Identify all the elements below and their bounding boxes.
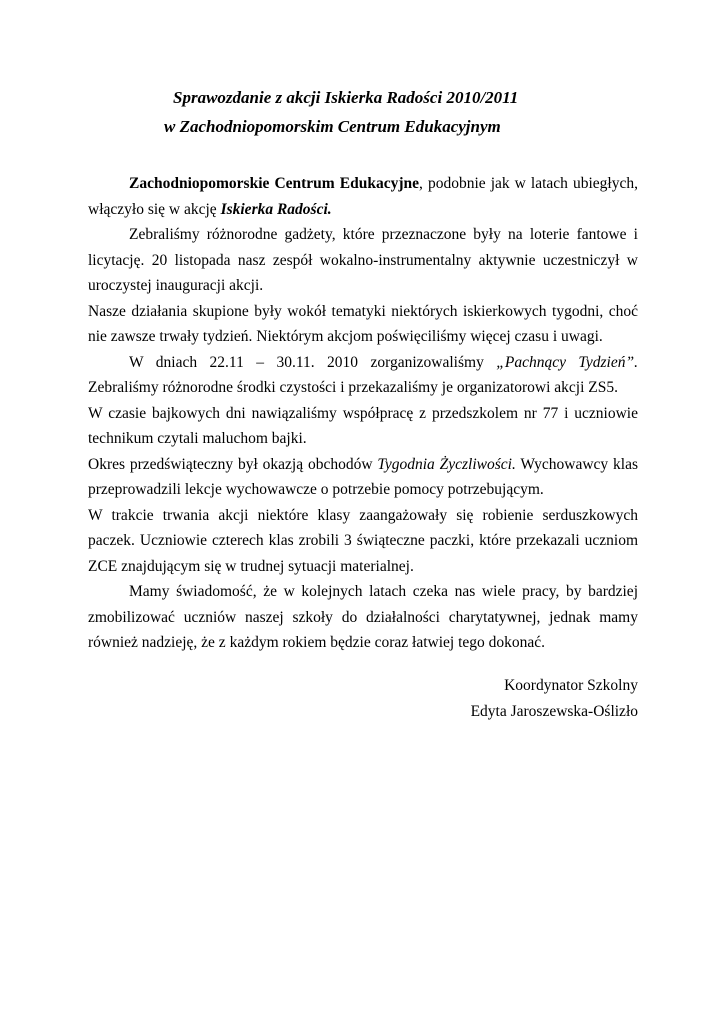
- paragraph-2: Zebraliśmy różnorodne gadżety, które przeznaczone były na loterie fantowe i licytację. 20 listopada nasz zespół wokalno-instrumentalny aktywnie uczestniczył w uroczystej inauguracji akcji.: [88, 226, 638, 294]
- campaign-name: Iskierka Radości.: [220, 200, 332, 218]
- paragraph-4: [88, 350, 638, 401]
- paragraph-7: W trakcie trwania akcji niektóre klasy zaangażowały się robienie serduszkowych paczek. Uczniowie czterech klas zrobili 3 świąteczne paczki, które przekazali uczniom ZCE znajdującym się w trudnej sytuacji materialnej.: [88, 506, 638, 575]
- paragraph-6-text-a: Okres przedświąteczny był okazją obchodów: [88, 455, 378, 473]
- paragraph-5: W czasie bajkowych dni nawiązaliśmy współpracę z przedszkolem nr 77 i uczniowie technikum czytali maluchom bajki.: [88, 404, 638, 447]
- signature-role: Koordynator Szkolny: [504, 677, 638, 694]
- paragraph-4-event-name: „Pachnący Tydzień”.: [496, 353, 638, 371]
- paragraph-6: [88, 452, 638, 503]
- organization-name: Zachodniopomorskie Centrum Edukacyjne: [129, 175, 420, 192]
- paragraph-3: Nasze działania skupione były wokół tematyki niektórych iskierkowych tygodni, choć nie zawsze trwały tydzień. Niektórym akcjom poświęciliśmy więcej czasu i uwagi.: [88, 302, 638, 345]
- signature-block: [471, 673, 638, 724]
- paragraph-1: [88, 171, 638, 222]
- paragraph-6-event-name: Tygodnia Życzliwości.: [377, 455, 516, 473]
- paragraph-4-text-a: W dniach 22.11 – 30.11. 2010 zorganizowaliśmy: [129, 353, 497, 371]
- paragraph-4-text-b: Zebraliśmy różnorodne środki czystości i przekazaliśmy je organizatorowi akcji ZS5.: [88, 379, 618, 396]
- paragraph-8: Mamy świadomość, że w kolejnych latach czeka nas wiele pracy, by bardziej zmobilizować uczniów naszej szkoły do działalności charytatywnej, jednak mamy również nadzieję, że z każdym rokiem będzie coraz łatwiej tego dokonać.: [88, 583, 638, 651]
- signature-name: Edyta Jaroszewska-Oślizło: [470, 702, 638, 720]
- paragraph-6-text-b: Wychowawcy klas przeprowadzili lekcje wychowawcze o potrzebie pomocy potrzebującym.: [88, 455, 638, 498]
- document-subtitle: w Zachodniopomorskim Centrum Edukacyjnym: [164, 117, 501, 136]
- paragraph-1-text: , podobnie jak w latach ubiegłych, włączyło się w akcję: [88, 175, 638, 218]
- document-body: [88, 171, 638, 656]
- document-title: Sprawozdanie z akcji Iskierka Radości 2010/2011: [173, 88, 519, 107]
